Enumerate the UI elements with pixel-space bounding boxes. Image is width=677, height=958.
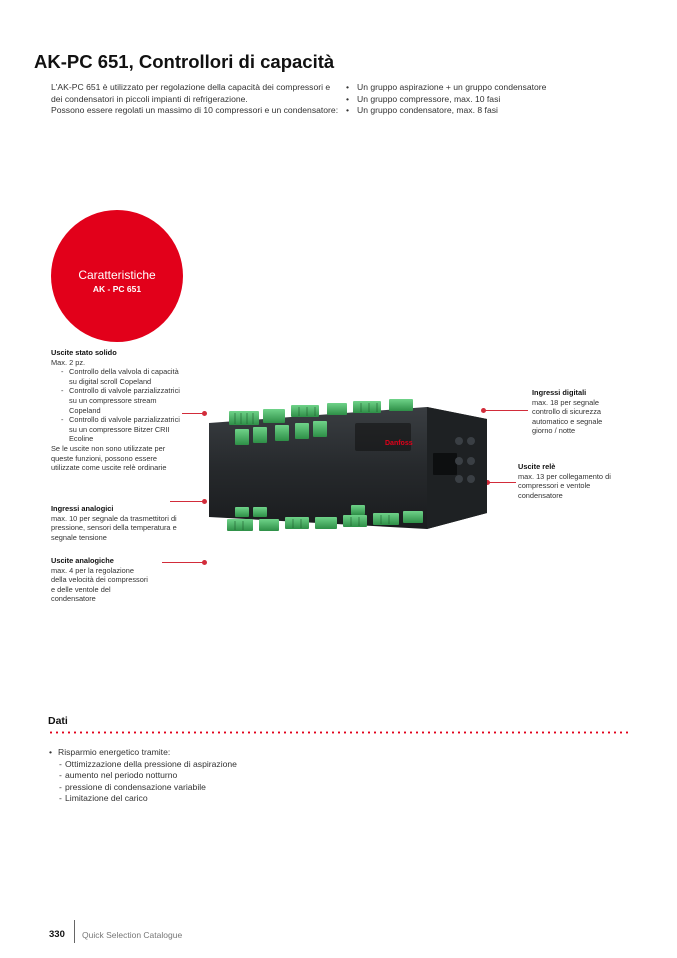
dotted-divider — [48, 731, 632, 734]
page-title: AK-PC 651, Controllori di capacità — [34, 51, 335, 72]
spec-heading: Uscite analogiche — [51, 556, 114, 565]
footer-separator — [74, 920, 75, 943]
callout-line — [170, 501, 204, 502]
callout-line — [162, 562, 204, 563]
spec-text: max. 10 per segnale da trasmettitori di pressione, sensori della temperatura e segnale tensione — [51, 513, 177, 542]
features-badge — [51, 210, 183, 342]
spec-solid-state-outputs — [51, 348, 186, 473]
spec-heading: Uscite relè — [518, 462, 556, 471]
callout-line — [484, 410, 528, 411]
dati-heading: Dati — [48, 715, 68, 727]
list-item: • Un gruppo condensatore, max. 8 fasi — [345, 105, 645, 117]
dati-lead: • Risparmio energetico tramite: — [48, 747, 308, 759]
spec-text: max. 4 per la regolazione della velocità dei compressori e delle ventole del condensatore — [51, 565, 148, 604]
intro-paragraph-2: Possono essere regolati un massimo di 10 compressori e un condensatore: — [51, 105, 339, 115]
intro-text — [51, 82, 341, 117]
list-item: - aumento nel periodo notturno — [48, 770, 308, 782]
spec-count: Max. 2 pz. — [51, 357, 86, 367]
callout-line — [488, 482, 516, 483]
catalogue-name: Quick Selection Catalogue — [82, 930, 183, 940]
spec-note: Se le uscite non sono utilizzate per queste funzioni, possono essere utilizzate come uscite relè ordinarie — [51, 443, 167, 473]
spec-text: max. 18 per segnale controllo di sicurezza automatico e segnale giorno / notte — [532, 397, 603, 436]
spec-relay-outputs — [518, 462, 623, 500]
configuration-list — [345, 82, 645, 117]
spec-heading: Ingressi analogici — [51, 504, 114, 513]
spec-analog-inputs — [51, 504, 186, 542]
spec-item-list — [51, 367, 186, 444]
spec-heading: Ingressi digitali — [532, 388, 587, 397]
list-item: • Un gruppo aspirazione + un gruppo condensatore — [345, 82, 645, 94]
dati-section — [48, 747, 308, 805]
spec-analog-outputs — [51, 556, 151, 604]
list-item: - pressione di condensazione variabile — [48, 782, 308, 794]
callout-line — [182, 413, 204, 414]
list-item: - Ottimizzazione della pressione di aspirazione — [48, 759, 308, 771]
spec-digital-inputs — [532, 388, 622, 436]
controller-device-image — [205, 395, 490, 545]
list-item: • Un gruppo compressore, max. 10 fasi — [345, 94, 645, 106]
list-item: - Controllo di valvole parzializzatrici su un compressore stream Copeland — [51, 386, 186, 415]
spec-heading: Uscite stato solido — [51, 348, 117, 357]
page-number: 330 — [49, 929, 65, 940]
spec-text: max. 13 per collegamento di compressori e ventole condensatore — [518, 471, 611, 500]
callout-dot — [202, 560, 207, 565]
list-item: - Limitazione del carico — [48, 793, 308, 805]
dati-list — [48, 759, 308, 805]
list-item: - Controllo di valvole parzializzatrici su un compressore Bitzer CRII Ecoline — [51, 415, 186, 444]
device-brand-logo: Danfoss — [385, 440, 413, 447]
badge-model: AK - PC 651 — [92, 284, 142, 294]
list-item: - Controllo della valvola di capacità su digital scroll Copeland — [51, 367, 186, 386]
badge-title: Caratteristiche — [78, 268, 156, 282]
intro-paragraph-1: L'AK-PC 651 è utilizzato per regolazione della capacità dei compressori e dei condensatori in piccoli impianti di refrigerazione. — [51, 82, 331, 104]
